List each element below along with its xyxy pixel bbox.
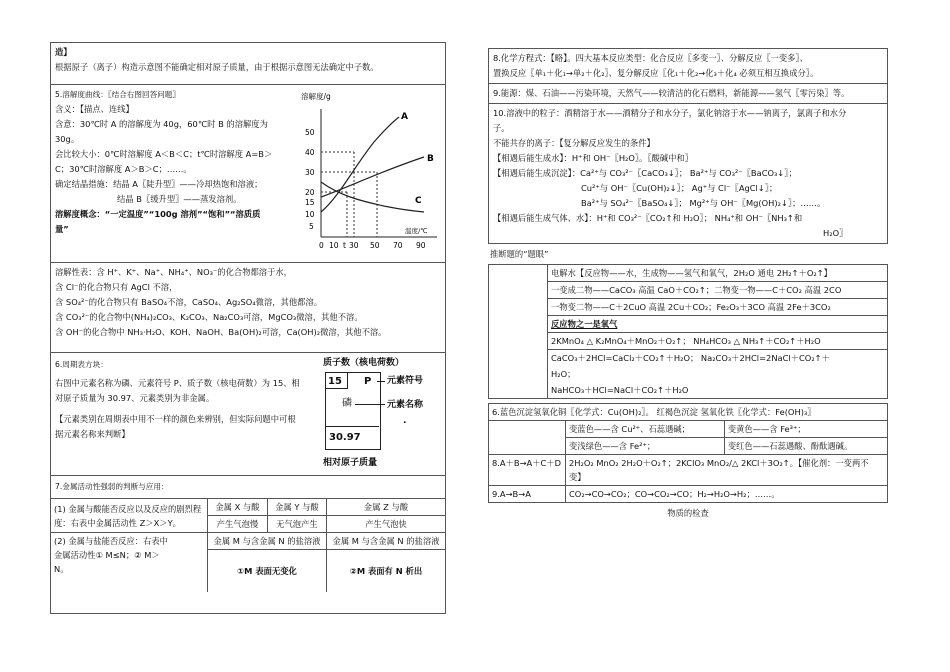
text-line: 右图中元素名称为磷、元素符号 P、质子数（核电荷数）为 15、相 bbox=[55, 378, 300, 388]
x-tick: 50 bbox=[370, 241, 380, 250]
section-heading: 5.溶解度曲线：〖结合右图回答问题〗 bbox=[55, 90, 180, 99]
label-proton-number: 质子数（核电荷数） bbox=[323, 358, 405, 368]
text-line: 量” bbox=[55, 224, 69, 234]
text-line: 会比较大小：0℃时溶解度 A＜B＜C；t℃时溶解度 A=B＞ bbox=[55, 149, 273, 159]
text-line: 确定结晶措施：结晶 A〖陡升型〗——冷却热饱和溶液； bbox=[55, 179, 263, 189]
y-axis-label: 溶解度/g bbox=[301, 92, 331, 101]
cell: CaCO₃＋2HCl=CaCl₂＋CO₂↑＋H₂O； Na₂CO₃＋2HCl=2NaCl＋CO₂↑＋ bbox=[548, 350, 888, 367]
text-line: 9.能源：煤、石油——污染环境，天然气——较清洁的化石燃料，新能源——氢气〖零污染〗等。 bbox=[493, 88, 850, 98]
text-line: 30g。 bbox=[55, 134, 80, 144]
curve-a bbox=[321, 117, 399, 212]
section-solubility-table bbox=[51, 263, 445, 353]
cell: 变黄色——含 Fe³⁺； bbox=[724, 421, 887, 438]
x-axis-label: 温度/℃ bbox=[405, 227, 428, 235]
header-cell: 金属 Y 与酸 bbox=[267, 499, 326, 516]
element-name: 磷 bbox=[342, 398, 352, 409]
element-cell-diagram bbox=[317, 356, 443, 472]
text-line: 10.溶液中的粒子：酒精溶于水——酒精分子和水分子，氯化钠溶于水——钠离子，氯离子和水分 bbox=[493, 108, 847, 118]
atomic-mass: 30.97 bbox=[329, 432, 361, 443]
cell: 变红色——石蕊遇酸、酚酞遇碱。 bbox=[724, 438, 887, 455]
value-cell: 无气泡产生 bbox=[267, 516, 326, 533]
metal-activity-table bbox=[51, 498, 445, 592]
text-line: 对原子质量为 30.97、元素类别为非金属。 bbox=[55, 393, 215, 403]
text-line: 含义：【描点、连线】 bbox=[55, 104, 134, 114]
text-line: (1) 金属与酸能否反应以及反应的剧烈程 bbox=[54, 503, 202, 514]
section-periodic-cell bbox=[51, 353, 445, 476]
text-line: 含 CO₃²⁻的化合物中(NH₄)₂CO₃、K₂CO₃、Na₂CO₃可溶，MgCO₃微溶，其他不溶。 bbox=[55, 312, 363, 322]
label-name: 元素名称 bbox=[387, 400, 424, 410]
text-line: C；30℃时溶解度 A＞B＞C；……。 bbox=[55, 164, 192, 174]
text-line: 【相遇后能生成沉淀】：Ca²⁺与 CO₃²⁻〖CaCO₃↓〗； Ba²⁺与 CO₃²⁻〖BaCO₃↓〗； bbox=[493, 168, 797, 178]
value-cell: ②M 表面有 N 析出 bbox=[326, 550, 445, 593]
text-line: 溶解度概念：“一定温度”“100g 溶剂”“饱和”“溶质质 bbox=[55, 209, 261, 219]
text-line: 据元素名称来判断】 bbox=[55, 429, 130, 439]
detection-table bbox=[488, 403, 888, 503]
caption-inference: 推断题的“题眼” bbox=[490, 249, 549, 259]
section-heading: 7.金属活动性强弱的判断与应用： bbox=[55, 482, 169, 491]
text-line: N。 bbox=[54, 564, 69, 574]
section-equations bbox=[489, 49, 887, 84]
solubility-graph bbox=[299, 87, 444, 257]
cell: 一物变二物——C＋2CuO 高温 2Cu＋CO₂；Fe₂O₃＋3CO 高温 2Fe＋3CO₂ bbox=[548, 299, 888, 316]
text-line: 金属活动性① M≤N；② M＞ bbox=[54, 550, 160, 560]
text-line: 不能共存的离子：【复分解反应发生的条件】 bbox=[493, 138, 655, 148]
text-line: 造】 bbox=[55, 47, 72, 57]
label-mass: 相对原子质量 bbox=[323, 458, 378, 468]
text-line: 含 SO₄²⁻的化合物只有 BaSO₄不溶，CaSO₄、Ag₂SO₄微溶，其他都溶。 bbox=[55, 297, 323, 307]
rule-1 bbox=[51, 499, 208, 533]
curve-c bbox=[321, 182, 424, 212]
header-cell: 金属 X 与酸 bbox=[208, 499, 268, 516]
text-line: 【相遇后能生成气体、水】：H⁺和 CO₃²⁻〖CO₂↑和 H₂O〗； NH₄⁺和 OH⁻〖NH₃↑和 bbox=[493, 213, 803, 223]
caption-detection: 物质的检查 bbox=[667, 508, 709, 518]
cell: H₂O； bbox=[548, 366, 888, 382]
header-cell: 金属 M 与含金属 N 的盐溶液 bbox=[326, 533, 445, 550]
cell: 9.A→B→A bbox=[489, 486, 566, 503]
text-line: 含 Cl⁻的化合物只有 AgCl 不溶， bbox=[55, 282, 178, 292]
inference-table bbox=[488, 264, 888, 399]
rule-2 bbox=[51, 533, 208, 593]
text-line: (2) 金属与盐能否反应：右表中 bbox=[54, 536, 168, 546]
cell: NaHCO₃＋HCl=NaCl＋CO₂↑＋H₂O bbox=[548, 382, 888, 399]
empty-cell bbox=[489, 265, 548, 399]
value-cell: 产生气泡慢 bbox=[208, 516, 268, 533]
curve-c-label: C bbox=[415, 196, 422, 206]
label-symbol: 元素符号 bbox=[387, 376, 424, 386]
text-line: H₂O〗 bbox=[823, 228, 848, 238]
header-cell: 金属 Z 与酸 bbox=[326, 499, 445, 516]
x-tick: t bbox=[343, 241, 346, 250]
cell: 电解水【反应物——水，生成物——氢气和氧气，2H₂O 通电 2H₂↑＋O₂↑】 bbox=[548, 265, 888, 282]
element-symbol: P bbox=[364, 376, 372, 387]
right-page bbox=[488, 48, 888, 520]
cell: 变浅绿色——含 Fe²⁺； bbox=[566, 438, 725, 455]
left-page bbox=[50, 42, 446, 614]
cell: 一变成二物——CaCO₃ 高温 CaO＋CO₂↑；二物变一物——C＋CO₂ 高温 2CO bbox=[548, 282, 888, 299]
x-tick: 90 bbox=[416, 241, 426, 250]
text-line: 变】 bbox=[569, 472, 586, 482]
section-ions bbox=[489, 104, 887, 243]
x-tick: 10 bbox=[329, 241, 339, 250]
text-line: 【相遇后能生成水】：H⁺和 OH⁻〖H₂O〗。〖酸碱中和〗 bbox=[493, 153, 693, 163]
text-line: 根据原子（离子）构造示意图不能确定相对原子质量，由于根据示意图无法确定中子数。 bbox=[55, 62, 379, 72]
section-energy bbox=[489, 84, 887, 104]
section-solubility-curve bbox=[51, 85, 445, 263]
cell: 2KMnO₄ △ K₂MnO₄＋MnO₂＋O₂↑； NH₄HCO₃ △ NH₃↑＋CO₂↑＋H₂O bbox=[548, 333, 888, 350]
text-line: 2H₂O₂ MnO₂ 2H₂O＋O₂↑；2KClO₃ MnO₂/△ 2KCl＋3O₂↑。【催化剂：一变两不 bbox=[569, 458, 869, 468]
y-tick: 5 bbox=[309, 222, 314, 231]
text-line: 【元素类别在周期表中用不一样的颜色来辨别，但实际问题中可根 bbox=[55, 414, 296, 424]
y-tick: 10 bbox=[305, 210, 315, 219]
text-line: 含 OH⁻的化合物中 NH₃·H₂O、KOH、NaOH、Ba(OH)₂可溶，Ca(OH)₂微溶，其他不溶。 bbox=[55, 327, 387, 337]
x-tick: 30 bbox=[349, 241, 359, 250]
section-heading: 6.周期表方块： bbox=[55, 360, 108, 369]
text-line: 子。 bbox=[493, 123, 510, 133]
cell bbox=[566, 455, 888, 486]
dot: . bbox=[403, 416, 407, 426]
header-cell: 金属 M 与含金属 N 的盐溶液 bbox=[208, 533, 327, 550]
value-cell: 产生气泡快 bbox=[326, 516, 445, 533]
section-metal-activity bbox=[51, 476, 445, 615]
text-line: 度：右表中金属活动性 Z＞X＞Y。 bbox=[54, 517, 181, 528]
x-tick: 70 bbox=[393, 241, 403, 250]
cell: 8.A＋B→A＋C＋D bbox=[489, 455, 566, 486]
text-line: 结晶 B〖缓升型〗——蒸发溶剂。 bbox=[117, 194, 242, 204]
cell: 反应物之一是氧气 bbox=[548, 316, 888, 333]
empty-cell bbox=[489, 421, 566, 455]
text-line: 溶解性表：含 H⁺、K⁺、Na⁺、NH₄⁺、NO₃⁻的化合物都溶于水， bbox=[55, 267, 292, 277]
y-tick: 40 bbox=[305, 148, 315, 157]
cell: CO₂→CO→CO₂；CO→CO₂→CO；H₂→H₂O→H₂；……。 bbox=[566, 486, 888, 503]
cell: 6.蓝色沉淀氢氧化铜〖化学式：Cu(OH)₂〗。 红褐色沉淀 氢氧化铁〖化学式：Fe(OH)₃〗 bbox=[489, 404, 888, 421]
cell: 变蓝色——含 Cu²⁺、石蕊遇碱； bbox=[566, 421, 725, 438]
text-line: 8.化学方程式：【略】。四大基本反应类型：化合反应〖多变一〗、分解反应〖一变多〗、 bbox=[493, 53, 808, 63]
y-tick: 20 bbox=[305, 188, 315, 197]
curve-a-label: A bbox=[401, 112, 408, 122]
proton-number: 15 bbox=[328, 376, 342, 387]
text-line: 置换反应〖单₁＋化₁→单₂＋化₂〗、复分解反应〖化₁＋化₂→化₃＋化₄ 必须互相互换成分〗。 bbox=[493, 68, 819, 78]
right-top-box bbox=[488, 48, 888, 244]
value-cell: ①M 表面无变化 bbox=[208, 550, 327, 593]
section-structure-note bbox=[51, 43, 445, 85]
text-line: Ba²⁺与 SO₄²⁻〖BaSO₄↓〗； Mg²⁺与 OH⁻〖Mg(OH)₂↓〗；……。 bbox=[581, 198, 826, 208]
y-tick: 15 bbox=[305, 198, 315, 207]
y-tick: 50 bbox=[305, 128, 315, 137]
text-line: Cu²⁺与 OH⁻〖Cu(OH)₂↓〗； Ag⁺与 Cl⁻〖AgCl↓〗； bbox=[581, 183, 778, 193]
curve-b-label: B bbox=[427, 154, 434, 164]
text-line: 含意：30℃时 A 的溶解度为 40g，60℃时 B 的溶解度为 bbox=[55, 119, 268, 129]
y-tick: 30 bbox=[305, 168, 315, 177]
x-tick: 0 bbox=[319, 241, 324, 250]
